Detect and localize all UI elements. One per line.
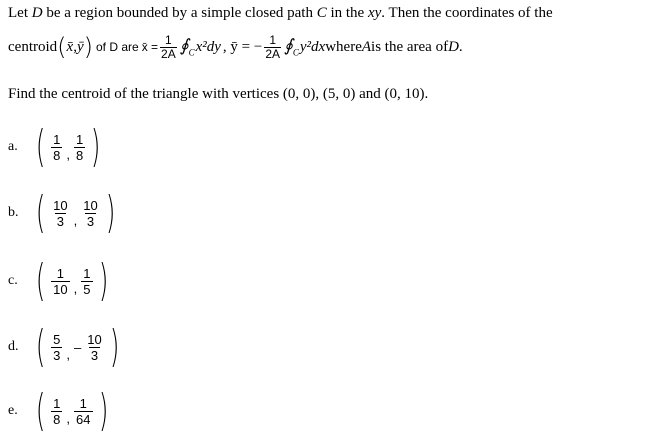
choice-letter: a.	[8, 139, 18, 154]
y-fraction: 1 5	[83, 265, 91, 297]
x-fraction: 1 8	[53, 131, 61, 163]
choice-e[interactable]	[8, 386, 112, 436]
contour-integral-icon: $∮_C$	[179, 36, 195, 58]
answer-pair: ( 10 3 , 10 3 )	[35, 187, 116, 238]
intro-text: where	[325, 38, 362, 55]
intro-text: be a region bounded by a simple closed path	[42, 5, 317, 21]
intro-line-1	[8, 5, 553, 22]
centroid-pair	[57, 33, 93, 61]
question-text: Find the centroid of the triangle with vertices (0, 0), (5, 0) and (0, 10).	[8, 86, 429, 102]
comma: ,	[73, 38, 77, 55]
x2dy-text: x²dy	[195, 38, 221, 55]
fraction-1-over-2A: $\frac{1}{2A}$	[265, 32, 281, 61]
y-fraction: 1 64	[76, 395, 91, 427]
choice-letter: e.	[8, 403, 18, 418]
choice-letter: d.	[8, 339, 19, 354]
ybar-symbol: ȳ	[76, 38, 84, 55]
plane-xy: xy	[367, 5, 382, 21]
intro-text: is the area of	[371, 38, 449, 55]
choice-letter: b.	[8, 205, 19, 220]
answer-pair: ( 5 3 , – 10 3 )	[35, 321, 120, 372]
y2dx-text: y²dx	[299, 38, 326, 55]
x-fraction: 5 3	[53, 331, 61, 363]
xbar-equation: x̄ =	[141, 40, 159, 54]
y-fraction: 10 3	[83, 197, 98, 229]
contour-integral-icon: $∮_C$	[284, 36, 299, 58]
intro-line-2: centroid ( x̄ , ȳ ) of D are x̄ = $\frac{1}{2A}$ $∮_C$ x²dy , ȳ = − $\frac{1}{2A}$ $∮_C$ y²dx where A is the area of D .	[8, 32, 463, 61]
x-fraction: 10 3	[53, 197, 68, 229]
choice-d[interactable]	[8, 322, 123, 372]
intro-text: in the	[326, 5, 368, 21]
y-fraction: 10 3	[87, 331, 102, 363]
of-d-are-text: of D are	[96, 40, 139, 54]
fraction-1-over-2A: $\frac{1}{2A}$	[161, 32, 176, 61]
choice-c[interactable]	[8, 256, 112, 306]
path-C: C	[316, 5, 327, 21]
negative-sign: –	[74, 339, 82, 355]
intro-text: . Then the coordinates of the	[381, 5, 553, 21]
choice-letter: c.	[8, 273, 18, 288]
intro-text: Let	[8, 5, 32, 21]
answer-pair: ( 1 10 , 1 5 )	[35, 255, 108, 306]
choice-b[interactable]	[8, 188, 119, 238]
y-fraction: 1 8	[76, 131, 84, 163]
paren-close: )	[83, 33, 93, 61]
paren-open: (	[57, 33, 67, 61]
x-fraction: 1 8	[53, 395, 61, 427]
centroid-label: centroid	[8, 38, 58, 55]
choice-a[interactable]	[8, 122, 104, 172]
x-fraction: 1 10	[53, 265, 68, 297]
area-A: A	[361, 38, 372, 55]
answer-pair: ( 1 8 , 1 8 )	[35, 121, 101, 172]
xbar-symbol: x̄	[66, 38, 74, 55]
ybar-equation: , ȳ = −	[222, 38, 263, 55]
region-D: D	[448, 38, 459, 55]
answer-pair: ( 1 8 , 1 64 )	[35, 385, 108, 436]
region-D: D	[31, 5, 43, 21]
